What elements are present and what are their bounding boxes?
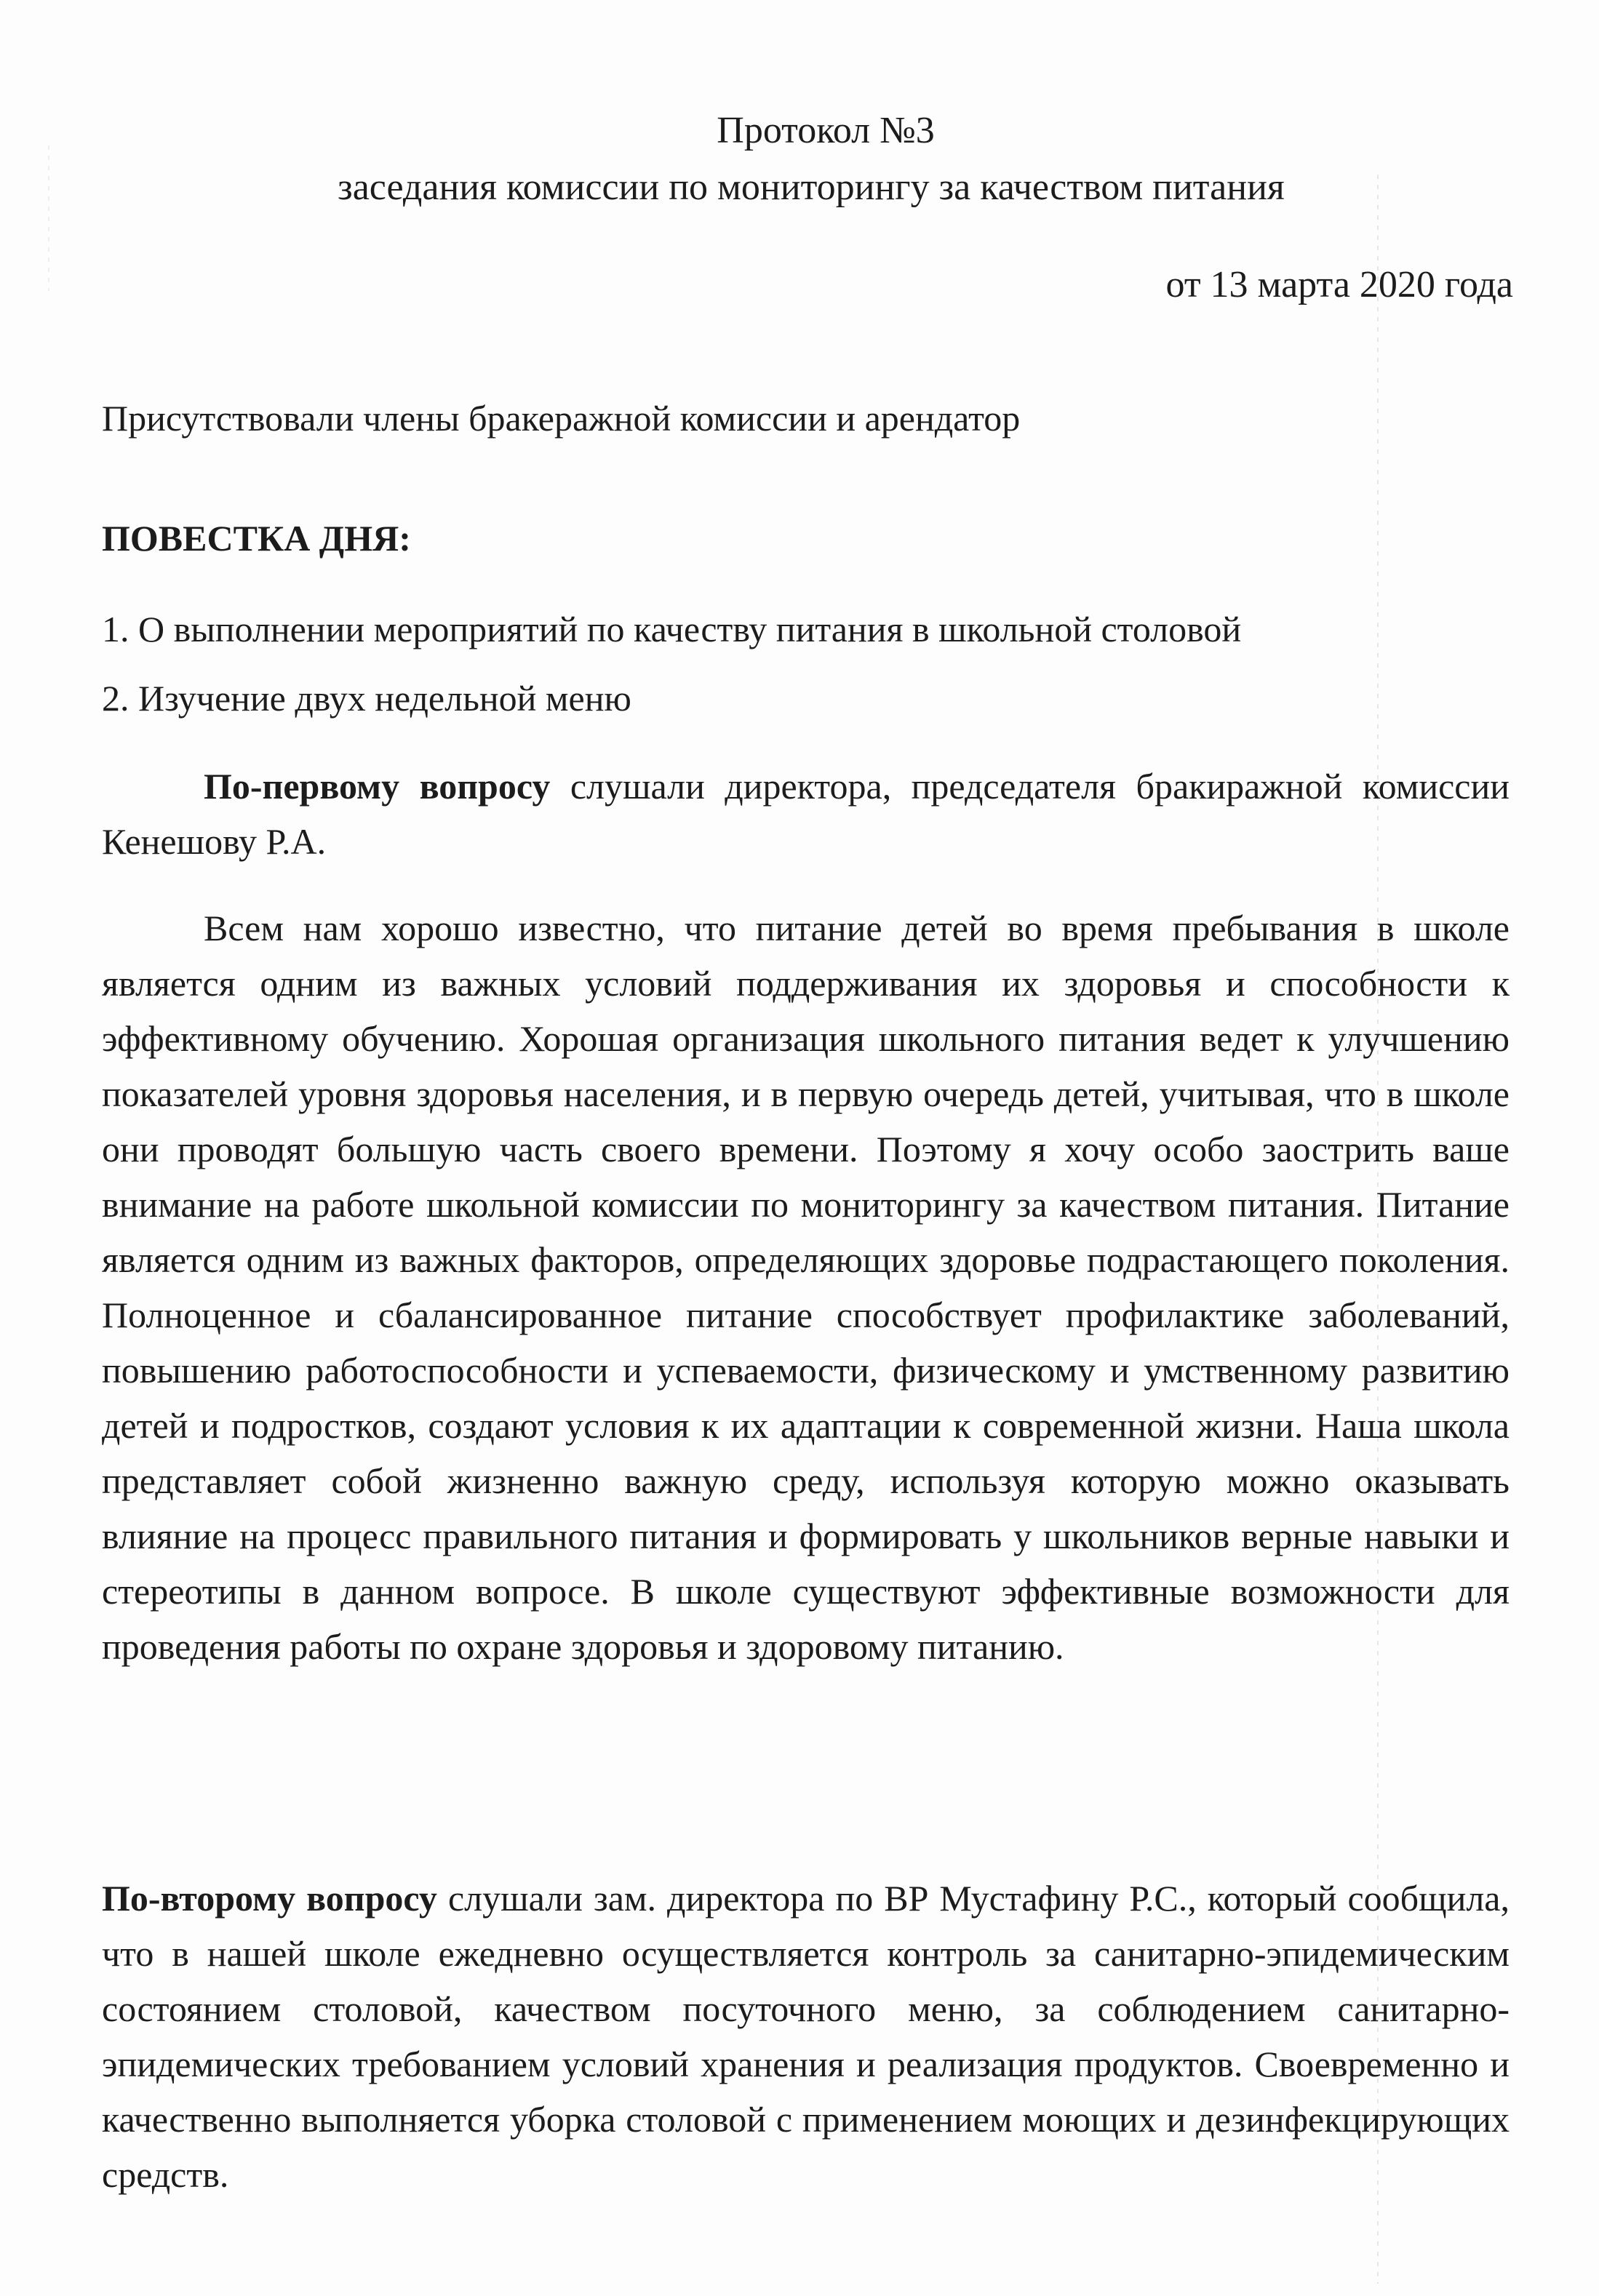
attendance-line: Присутствовали члены бракеражной комиссии и арендатор [102,398,1021,439]
document-date: от 13 марта 2020 года [1165,264,1513,305]
second-question-lead: По-второму вопросу [102,1878,437,1919]
second-question-paragraph [102,1871,1510,2202]
document-title: Протокол №3 [717,110,935,151]
agenda-heading: ПОВЕСТКА ДНЯ: [102,518,411,559]
second-question-text: слушали зам. директора по ВР Мустафину Р.С., который сообщила, что в нашей школе ежедневно осуществляется контроль за санитарно-эпидемическим состоянием столовой, качеством посуточного меню, за соблюдением санитарно-эпидемических требованием условий хранения и реализация продуктов. Своевременно и качественно выполняется уборка столовой с применением моющих и дезинфекцирующих средств. [102,1878,1510,2195]
first-question-paragraph [102,759,1510,869]
scan-artifact-line [48,145,49,291]
speech-paragraph [102,900,1510,1674]
speech-text: Всем нам хорошо известно, что питание детей во время пребывания в школе является одним из важных условий поддерживания их здоровья и способности к эффективному обучению. Хорошая организация школьного питания ведет к улучшению показателей уровня здоровья населения, и в первую очередь детей, учитывая, что в школе они проводят большую часть своего времени. Поэтому я хочу особо заострить ваше внимание на работе школьной комиссии по мониторингу за качеством питания. Питание является одним из важных факторов, определяющих здоровье подрастающего поколения. Полноценное и сбалансированное питание способствует профилактике заболеваний, повышению работоспособности и успеваемости, физическому и умственному развитию детей и подростков, создают условия к их адаптации к современной жизни. Наша школа представляет собой жизненно важную среду, используя которую можно оказывать влияние на процесс правильного питания и формировать у школьников верные навыки и стереотипы в данном вопросе. В школе существуют эффективные возможности для проведения работы по охране здоровья и здоровому питанию. [102,908,1510,1667]
first-question-text: слушали директора, председателя бракиражной комиссии Кенешову Р.А. [102,766,1510,862]
first-question-lead: По-первому вопросу [204,766,551,807]
document-subtitle: заседания комиссии по мониторингу за качеством питания [338,167,1285,208]
agenda-item: 2. Изучение двух недельной меню [102,678,631,719]
agenda-item: 1. О выполнении мероприятий по качеству питания в школьной столовой [102,609,1242,649]
